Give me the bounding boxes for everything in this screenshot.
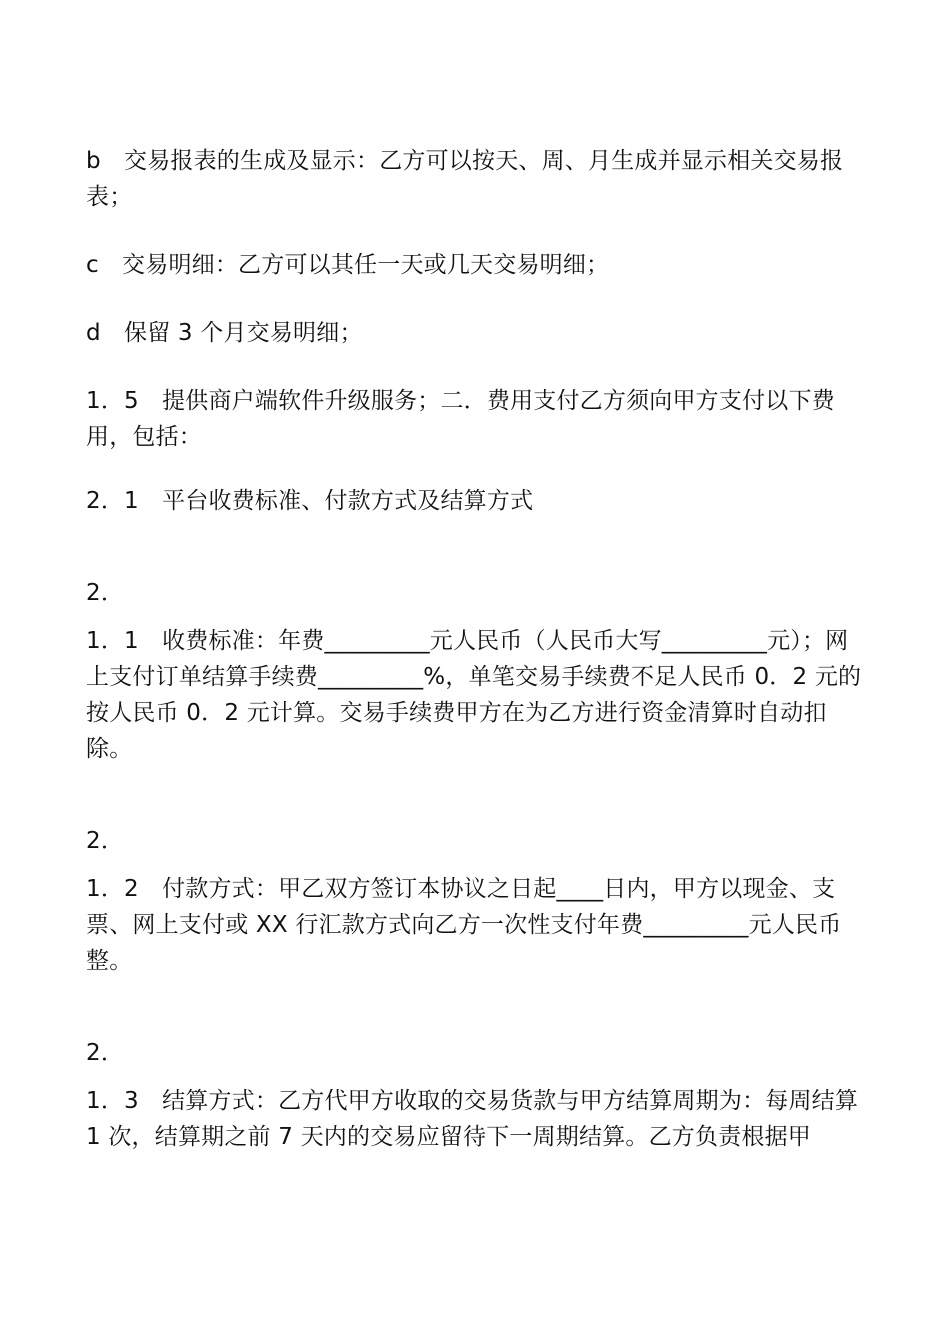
spacer xyxy=(86,767,866,823)
section-number: 2． xyxy=(86,828,125,854)
spacer xyxy=(86,215,866,247)
document-body xyxy=(86,143,866,1155)
paragraph-transaction-detail: c 交易明细：乙方可以其任一天或几天交易明细； xyxy=(86,252,610,278)
spacer xyxy=(86,351,866,383)
section-number: 2． xyxy=(86,580,125,606)
paragraph-settlement-method: 1．3 结算方式：乙方代甲方收取的交易货款与甲方结算周期为：每周结算 1 次，结算期之前 7 天内的交易应留待下一周期结算。乙方负责根据甲 xyxy=(86,1088,866,1150)
spacer xyxy=(86,455,866,483)
spacer xyxy=(86,859,866,871)
spacer xyxy=(86,519,866,575)
paragraph-fee-standard: 1．1 收费标准：年费_________元人民币（人民币大写_________元）；网上支付订单结算手续费_________%，单笔交易手续费不足人民币 0．2 元的按人民币 0．2 元计算。交易手续费甲方在为乙方进行资金清算时自动扣除。 xyxy=(86,628,862,762)
spacer xyxy=(86,283,866,315)
spacer xyxy=(86,611,866,623)
paragraph-upgrade-service: 1．5 提供商户端软件升级服务；二．费用支付乙方须向甲方支付以下费用，包括： xyxy=(86,388,835,450)
paragraph-fee-standard-heading: 2．1 平台收费标准、付款方式及结算方式 xyxy=(86,488,534,514)
spacer xyxy=(86,1071,866,1083)
section-number: 2． xyxy=(86,1040,125,1066)
paragraph-retention: d 保留 3 个月交易明细； xyxy=(86,320,363,346)
spacer xyxy=(86,979,866,1035)
paragraph-report-generation: b 交易报表的生成及显示：乙方可以按天、周、月生成并显示相关交易报表； xyxy=(86,148,844,210)
paragraph-payment-method: 1．2 付款方式：甲乙双方签订本协议之日起____日内，甲方以现金、支票、网上支付或 XX 行汇款方式向乙方一次性支付年费_________元人民币整。 xyxy=(86,876,842,974)
